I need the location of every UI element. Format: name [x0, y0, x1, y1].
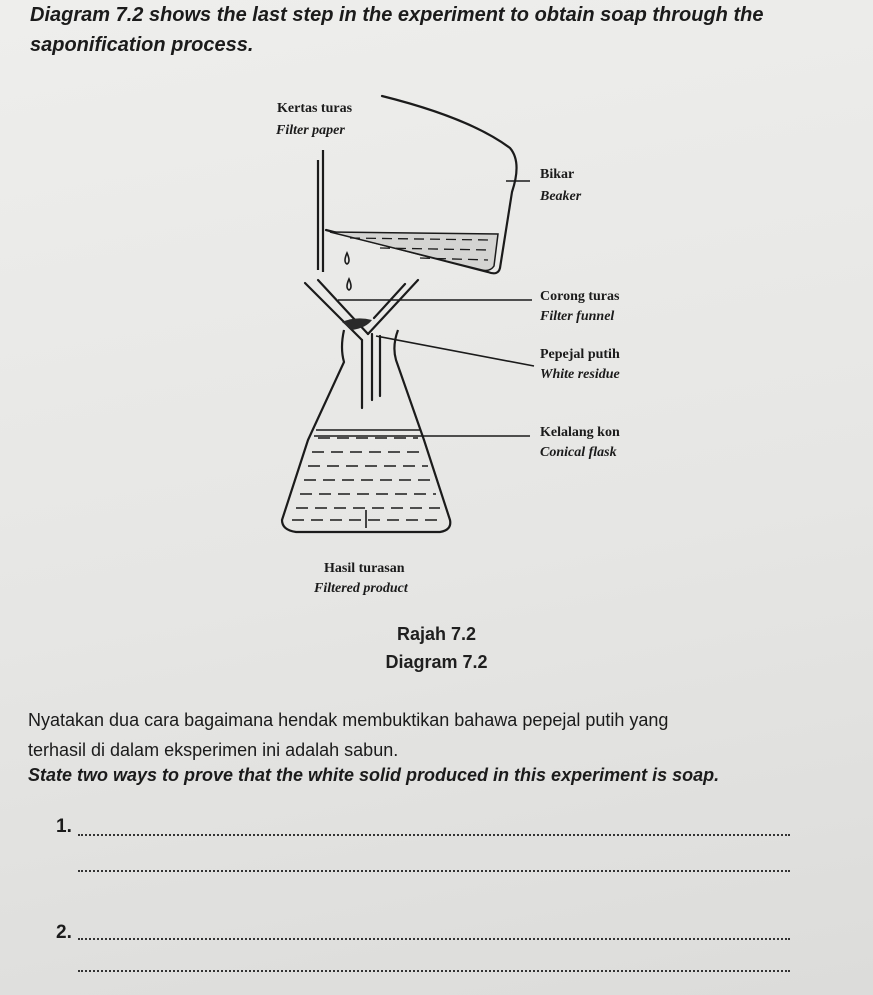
question-english: State two ways to prove that the white solid produced in this experiment is soap.	[28, 765, 720, 785]
label-filter-funnel-en: Filter funnel	[540, 309, 615, 324]
answer-1-line-2[interactable]	[78, 870, 790, 872]
intro-line-2: saponification process.	[30, 34, 254, 56]
label-beaker-en: Beaker	[540, 189, 582, 204]
label-conical-flask-ms: Kelalang kon	[540, 425, 620, 440]
label-white-residue-ms: Pepejal putih	[540, 347, 620, 362]
filtered-product-liquid	[292, 438, 444, 520]
label-beaker-ms: Bikar	[540, 167, 575, 182]
question-malay-line-2: terhasil di dalam eksperimen ini adalah sabun.	[28, 740, 399, 760]
answer-2-line-1[interactable]	[78, 938, 790, 940]
answer-2-number: 2.	[56, 922, 72, 943]
figure-caption-malay: Rajah 7.2	[396, 624, 477, 644]
question-malay-line-1: Nyatakan dua cara bagaimana hendak membuktikan bahawa pepejal putih yang	[28, 710, 669, 730]
label-filtered-product-en: Filtered product	[314, 581, 408, 596]
label-filter-paper-en: Filter paper	[276, 123, 345, 138]
answer-1-number: 1.	[56, 816, 72, 837]
label-filter-paper-ms: Kertas turas	[277, 101, 353, 116]
label-conical-flask-en: Conical flask	[540, 445, 617, 460]
answer-1-line-1[interactable]	[78, 834, 790, 836]
label-pointer-lines	[314, 181, 534, 436]
label-filter-funnel-ms: Corong turas	[540, 289, 620, 304]
conical-flask-drawing	[282, 330, 450, 532]
label-filtered-product-ms: Hasil turasan	[324, 561, 405, 576]
glass-rod	[318, 150, 323, 272]
white-residue-marks	[342, 318, 372, 330]
question-malay	[28, 705, 838, 765]
falling-drops	[345, 253, 351, 290]
beaker-liquid	[330, 232, 498, 271]
answer-2-line-2[interactable]	[78, 970, 790, 972]
figure-caption-english: Diagram 7.2	[385, 652, 488, 672]
label-white-residue-en: White residue	[540, 367, 620, 382]
intro-line-1: Diagram 7.2 shows the last step in the experiment to obtain soap through the	[30, 4, 764, 26]
